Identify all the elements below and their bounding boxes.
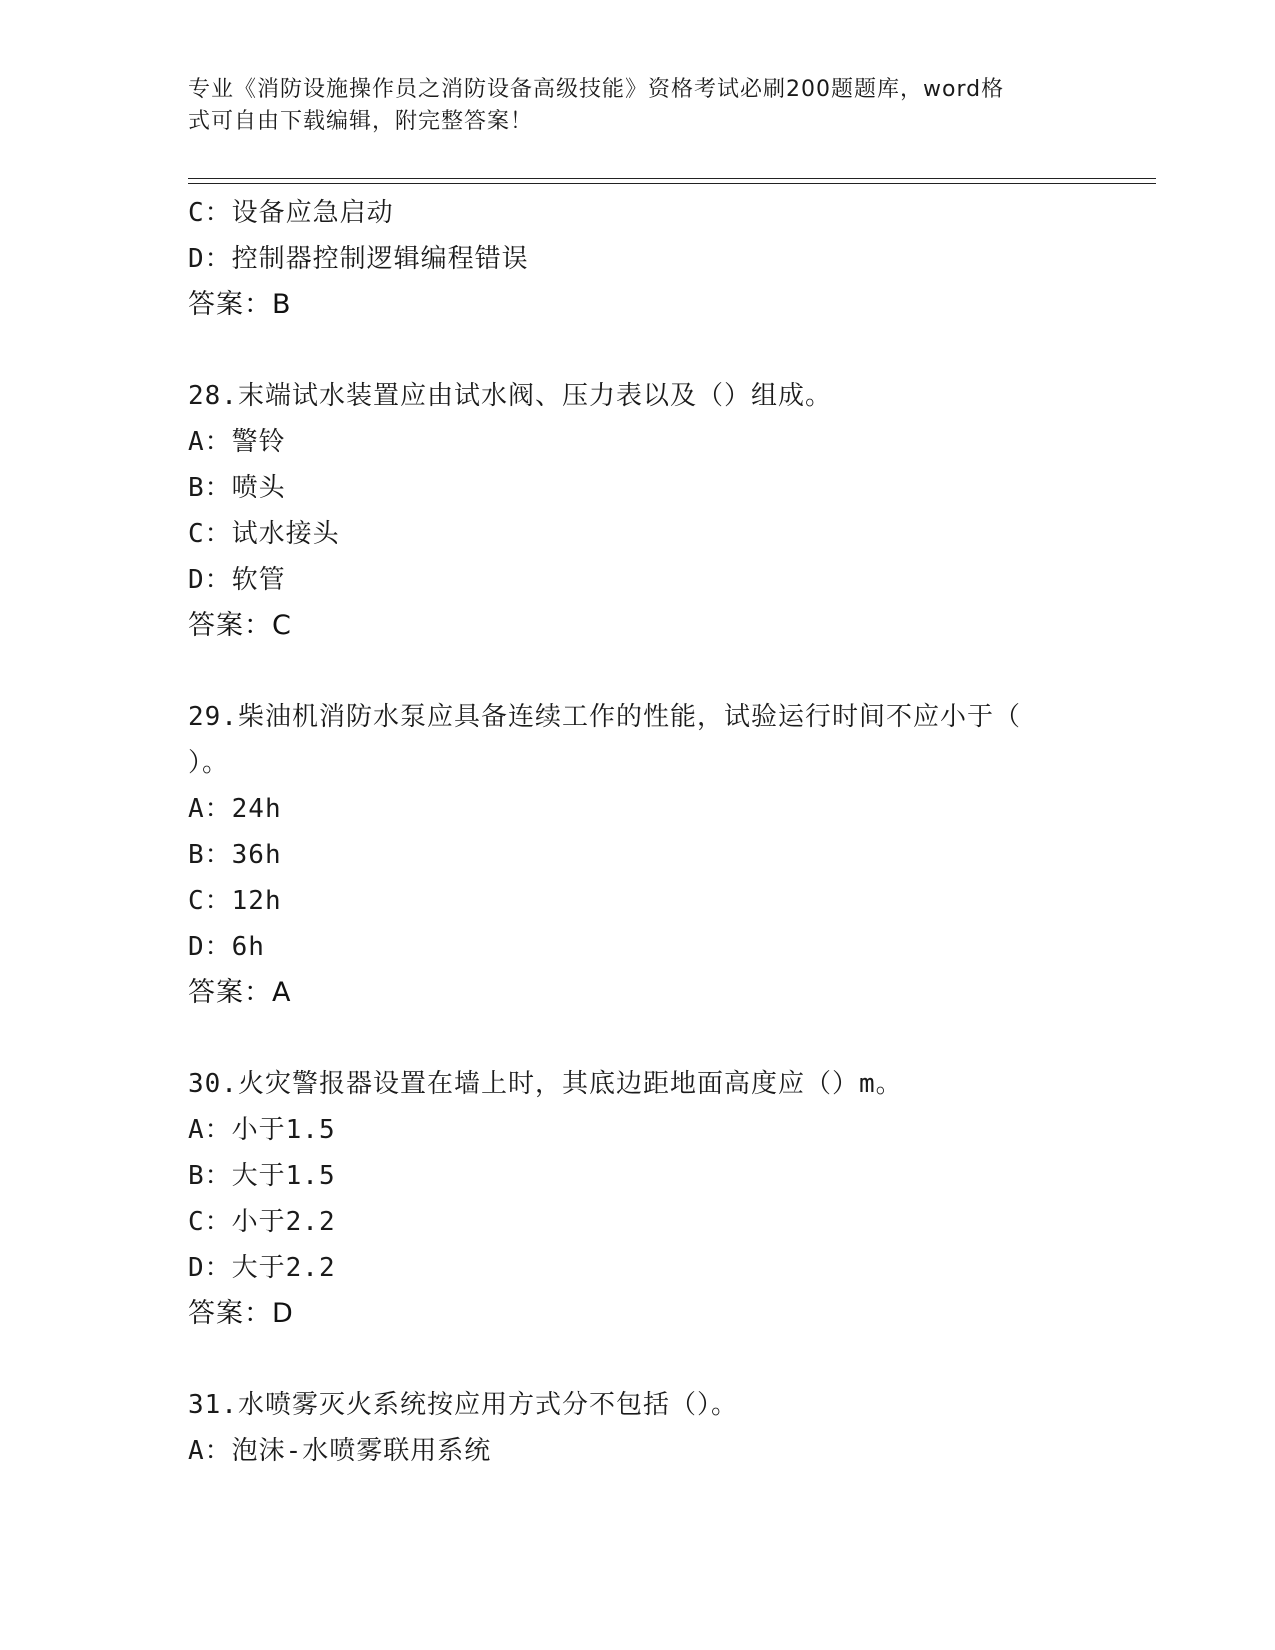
answer-label: 答案：B bbox=[188, 289, 292, 320]
option-c: C：小于2.2 bbox=[188, 1207, 336, 1237]
question-list bbox=[188, 190, 1088, 1474]
question-block-29 bbox=[188, 694, 1088, 1016]
question-text-continued: ）。 bbox=[188, 748, 230, 778]
option-a: A：警铃 bbox=[188, 427, 286, 457]
question-text: 30.火灾警报器设置在墙上时，其底边距地面高度应（）m。 bbox=[188, 1069, 903, 1099]
header-divider-top bbox=[188, 178, 1156, 179]
question-text: 31.水喷雾灭火系统按应用方式分不包括（）。 bbox=[188, 1390, 738, 1420]
question-block-31 bbox=[188, 1382, 1088, 1474]
option-d: D：控制器控制逻辑编程错误 bbox=[188, 244, 529, 274]
option-d: D：大于2.2 bbox=[188, 1253, 336, 1283]
option-d: D：软管 bbox=[188, 565, 286, 595]
question-block-28 bbox=[188, 373, 1088, 649]
document-header bbox=[188, 74, 1068, 138]
header-line-2: 式可自由下载编辑，附完整答案！ bbox=[188, 109, 534, 134]
question-text: 28.末端试水装置应由试水阀、压力表以及（）组成。 bbox=[188, 381, 832, 411]
header-line-1: 专业《消防设施操作员之消防设备高级技能》资格考试必刷200题题库，word格 bbox=[188, 77, 1005, 102]
answer-label: 答案：C bbox=[188, 610, 292, 641]
option-a: A：泡沫-水喷雾联用系统 bbox=[188, 1436, 492, 1466]
option-b: B：36h bbox=[188, 840, 282, 870]
option-c: C：试水接头 bbox=[188, 519, 340, 549]
option-b: B：大于1.5 bbox=[188, 1161, 336, 1191]
answer-label: 答案：A bbox=[188, 977, 292, 1008]
option-d: D：6h bbox=[188, 932, 265, 962]
option-b: B：喷头 bbox=[188, 473, 286, 503]
option-a: A：小于1.5 bbox=[188, 1115, 336, 1145]
header-divider-bottom bbox=[188, 183, 1156, 184]
option-c: C：12h bbox=[188, 886, 282, 916]
answer-label: 答案：D bbox=[188, 1298, 294, 1329]
question-text: 29.柴油机消防水泵应具备连续工作的性能，试验运行时间不应小于（ bbox=[188, 702, 1021, 732]
question-block-30 bbox=[188, 1061, 1088, 1337]
question-block-27-tail bbox=[188, 190, 1088, 328]
option-c: C：设备应急启动 bbox=[188, 198, 394, 228]
option-a: A：24h bbox=[188, 794, 282, 824]
